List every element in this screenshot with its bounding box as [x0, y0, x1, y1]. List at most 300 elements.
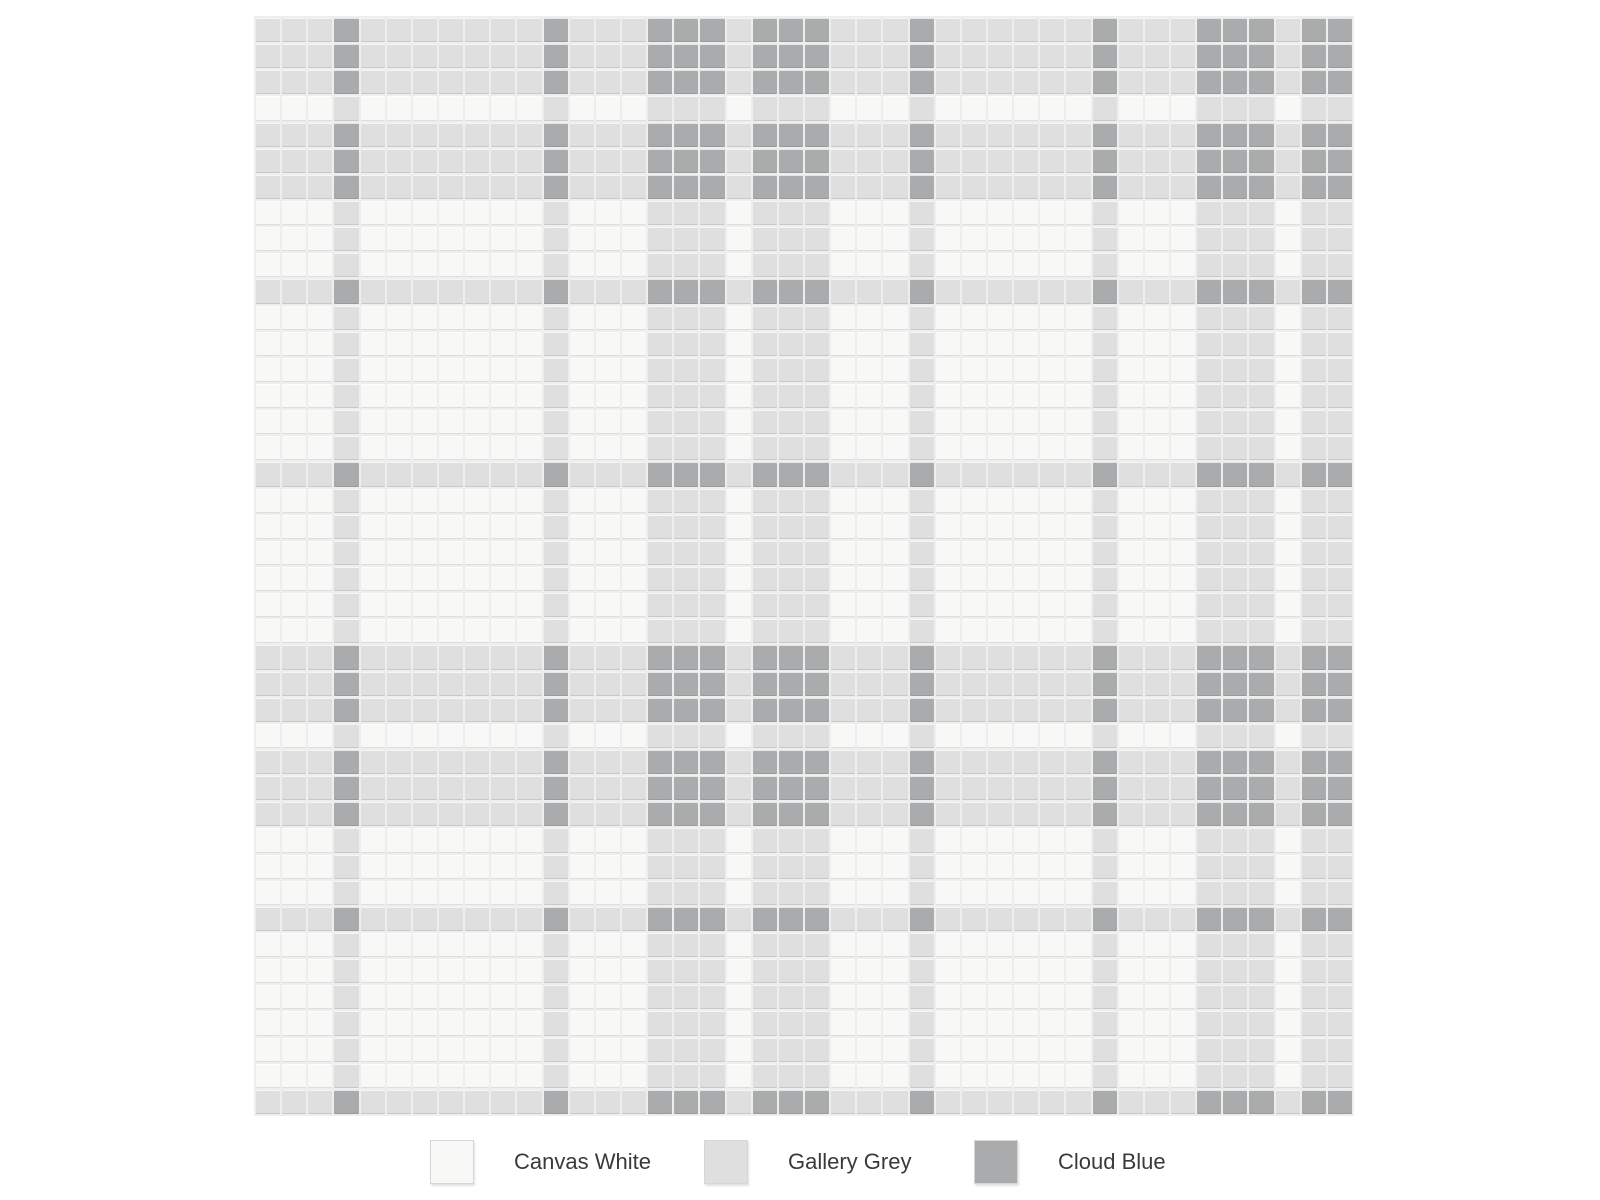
mosaic-tile: [962, 332, 986, 356]
mosaic-tile: [936, 462, 960, 486]
mosaic-tile: [439, 436, 463, 460]
mosaic-tile: [648, 1038, 672, 1062]
mosaic-tile: [570, 1011, 594, 1035]
mosaic-tile: [622, 227, 646, 251]
mosaic-tile: [256, 776, 280, 800]
mosaic-tile: [1119, 384, 1143, 408]
mosaic-tile: [1328, 358, 1352, 382]
mosaic-tile: [988, 698, 1012, 722]
mosaic-tile: [491, 1090, 515, 1114]
mosaic-tile: [910, 724, 934, 748]
mosaic-tile: [1093, 881, 1117, 905]
mosaic-tile: [491, 44, 515, 68]
mosaic-tile: [413, 462, 437, 486]
mosaic-tile: [1328, 227, 1352, 251]
mosaic-tile: [413, 44, 437, 68]
mosaic-tile: [465, 1064, 489, 1088]
mosaic-tile: [387, 306, 411, 330]
mosaic-tile: [753, 462, 777, 486]
mosaic-tile: [413, 619, 437, 643]
mosaic-tile: [1093, 44, 1117, 68]
mosaic-tile: [936, 855, 960, 879]
mosaic-tile: [988, 384, 1012, 408]
mosaic-tile: [1197, 70, 1221, 94]
mosaic-tile: [674, 750, 698, 774]
mosaic-tile: [334, 1011, 358, 1035]
mosaic-tile: [883, 515, 907, 539]
mosaic-tile: [439, 462, 463, 486]
mosaic-tile: [413, 881, 437, 905]
mosaic-tile: [700, 149, 724, 173]
mosaic-tile: [1223, 619, 1247, 643]
mosaic-tile: [753, 828, 777, 852]
mosaic-tile: [1119, 802, 1143, 826]
mosaic-tile: [1302, 855, 1326, 879]
mosaic-tile: [1249, 358, 1273, 382]
mosaic-tile: [1093, 1090, 1117, 1114]
mosaic-tile: [674, 149, 698, 173]
mosaic-tile: [439, 724, 463, 748]
mosaic-tile: [1040, 985, 1064, 1009]
mosaic-tile: [988, 44, 1012, 68]
mosaic-tile: [570, 489, 594, 513]
mosaic-tile: [910, 698, 934, 722]
mosaic-tile: [779, 802, 803, 826]
mosaic-tile: [779, 724, 803, 748]
mosaic-tile: [779, 776, 803, 800]
mosaic-tile: [517, 959, 541, 983]
mosaic-tile: [857, 306, 881, 330]
mosaic-tile: [648, 332, 672, 356]
mosaic-tile: [439, 776, 463, 800]
mosaic-tile: [910, 123, 934, 147]
mosaic-tile: [1066, 489, 1090, 513]
mosaic-tile: [544, 515, 568, 539]
mosaic-tile: [883, 959, 907, 983]
mosaic-tile: [753, 672, 777, 696]
mosaic-tile: [596, 44, 620, 68]
mosaic-tile: [1171, 593, 1195, 617]
mosaic-tile: [544, 149, 568, 173]
mosaic-tile: [1145, 933, 1169, 957]
mosaic-tile: [570, 462, 594, 486]
mosaic-tile: [1276, 541, 1300, 565]
mosaic-tile: [1197, 410, 1221, 434]
mosaic-tile: [465, 1011, 489, 1035]
mosaic-tile: [465, 44, 489, 68]
mosaic-tile: [622, 462, 646, 486]
mosaic-tile: [282, 985, 306, 1009]
mosaic-tile: [570, 358, 594, 382]
mosaic-tile: [334, 619, 358, 643]
mosaic-tile: [1302, 279, 1326, 303]
mosaic-tile: [753, 698, 777, 722]
mosaic-tile: [544, 645, 568, 669]
mosaic-tile: [936, 253, 960, 277]
mosaic-tile: [883, 619, 907, 643]
mosaic-tile: [779, 541, 803, 565]
mosaic-tile: [1119, 227, 1143, 251]
mosaic-tile: [622, 828, 646, 852]
mosaic-tile: [465, 1090, 489, 1114]
mosaic-tile: [361, 985, 385, 1009]
mosaic-tile: [1066, 332, 1090, 356]
mosaic-tile: [1249, 567, 1273, 591]
mosaic-tile: [439, 541, 463, 565]
mosaic-tile: [596, 149, 620, 173]
mosaic-tile: [256, 96, 280, 120]
mosaic-tile: [805, 541, 829, 565]
mosaic-tile: [465, 959, 489, 983]
mosaic-tile: [753, 645, 777, 669]
mosaic-tile: [413, 253, 437, 277]
mosaic-tile: [570, 855, 594, 879]
mosaic-tile: [1066, 175, 1090, 199]
mosaic-tile: [910, 567, 934, 591]
mosaic-tile: [936, 645, 960, 669]
mosaic-tile: [936, 828, 960, 852]
mosaic-tile: [883, 436, 907, 460]
mosaic-tile: [1040, 96, 1064, 120]
mosaic-tile: [1093, 123, 1117, 147]
mosaic-tile: [439, 70, 463, 94]
mosaic-tile: [1328, 802, 1352, 826]
mosaic-tile: [1328, 959, 1352, 983]
mosaic-tile: [857, 724, 881, 748]
mosaic-tile: [1119, 828, 1143, 852]
mosaic-tile: [361, 1090, 385, 1114]
mosaic-tile: [1040, 123, 1064, 147]
mosaic-tile: [308, 541, 332, 565]
mosaic-tile: [465, 489, 489, 513]
mosaic-tile: [544, 384, 568, 408]
mosaic-tile: [439, 44, 463, 68]
mosaic-tile: [570, 541, 594, 565]
mosaic-tile: [361, 541, 385, 565]
mosaic-tile: [753, 489, 777, 513]
mosaic-tile: [648, 802, 672, 826]
mosaic-tile: [988, 881, 1012, 905]
swatch-canvas-white: [430, 1140, 474, 1184]
mosaic-tile: [1249, 881, 1273, 905]
mosaic-tile: [1328, 619, 1352, 643]
mosaic-tile: [648, 227, 672, 251]
mosaic-tile: [544, 96, 568, 120]
mosaic-tile: [936, 619, 960, 643]
mosaic-tile: [988, 332, 1012, 356]
mosaic-tile: [334, 149, 358, 173]
mosaic-tile: [936, 985, 960, 1009]
mosaic-tile: [1302, 18, 1326, 42]
mosaic-tile: [779, 1090, 803, 1114]
mosaic-tile: [674, 462, 698, 486]
mosaic-tile: [779, 462, 803, 486]
mosaic-tile: [1276, 358, 1300, 382]
mosaic-tile: [1145, 541, 1169, 565]
mosaic-tile: [936, 567, 960, 591]
mosaic-tile: [1276, 489, 1300, 513]
mosaic-tile: [727, 672, 751, 696]
mosaic-tile: [1171, 410, 1195, 434]
mosaic-tile: [857, 907, 881, 931]
mosaic-tile: [1066, 1064, 1090, 1088]
mosaic-tile: [1197, 672, 1221, 696]
mosaic-tile: [465, 776, 489, 800]
mosaic-tile: [674, 227, 698, 251]
mosaic-tile: [988, 1038, 1012, 1062]
mosaic-tile: [1197, 724, 1221, 748]
mosaic-tile: [910, 462, 934, 486]
mosaic-tile: [700, 489, 724, 513]
mosaic-tile: [517, 828, 541, 852]
mosaic-tile: [674, 384, 698, 408]
mosaic-tile: [988, 358, 1012, 382]
mosaic-tile: [727, 201, 751, 225]
mosaic-tile: [1119, 96, 1143, 120]
mosaic-tile: [491, 462, 515, 486]
mosaic-tile: [1197, 855, 1221, 879]
mosaic-tile: [387, 70, 411, 94]
mosaic-tile: [308, 593, 332, 617]
mosaic-tile: [779, 959, 803, 983]
mosaic-tile: [674, 70, 698, 94]
mosaic-tile: [779, 1064, 803, 1088]
mosaic-tile: [1093, 776, 1117, 800]
mosaic-tile: [334, 462, 358, 486]
mosaic-tile: [857, 18, 881, 42]
mosaic-tile: [805, 489, 829, 513]
mosaic-tile: [413, 332, 437, 356]
mosaic-tile: [491, 828, 515, 852]
mosaic-tile: [1171, 515, 1195, 539]
mosaic-tile: [1145, 123, 1169, 147]
mosaic-tile: [805, 44, 829, 68]
mosaic-tile: [1040, 201, 1064, 225]
mosaic-tile: [622, 750, 646, 774]
mosaic-tile: [1014, 201, 1038, 225]
mosaic-tile: [1223, 96, 1247, 120]
mosaic-tile: [753, 1090, 777, 1114]
mosaic-tile: [753, 750, 777, 774]
mosaic-tile: [727, 541, 751, 565]
mosaic-tile: [1171, 96, 1195, 120]
mosaic-tile: [596, 175, 620, 199]
mosaic-tile: [779, 306, 803, 330]
mosaic-tile: [1014, 306, 1038, 330]
mosaic-tile: [936, 175, 960, 199]
mosaic-tile: [831, 201, 855, 225]
mosaic-tile: [1197, 1064, 1221, 1088]
mosaic-tile: [910, 985, 934, 1009]
mosaic-tile: [779, 70, 803, 94]
mosaic-tile: [831, 123, 855, 147]
mosaic-tile: [648, 489, 672, 513]
mosaic-tile: [1093, 567, 1117, 591]
mosaic-tile: [465, 619, 489, 643]
mosaic-tile: [334, 776, 358, 800]
mosaic-tile: [753, 619, 777, 643]
mosaic-tile: [308, 175, 332, 199]
mosaic-tile: [1302, 175, 1326, 199]
mosaic-tile: [1276, 1038, 1300, 1062]
mosaic-tile: [334, 698, 358, 722]
mosaic-tile: [1171, 253, 1195, 277]
mosaic-tile: [831, 384, 855, 408]
mosaic-tile: [517, 802, 541, 826]
mosaic-tile: [491, 1011, 515, 1035]
mosaic-tile: [1171, 358, 1195, 382]
mosaic-tile: [387, 593, 411, 617]
mosaic-tile: [465, 227, 489, 251]
mosaic-tile: [596, 253, 620, 277]
mosaic-tile: [1145, 1064, 1169, 1088]
mosaic-tile: [596, 123, 620, 147]
mosaic-tile: [596, 828, 620, 852]
mosaic-tile: [282, 907, 306, 931]
mosaic-tile: [753, 18, 777, 42]
mosaic-tile: [256, 332, 280, 356]
mosaic-tile: [439, 96, 463, 120]
mosaic-tile: [1276, 227, 1300, 251]
mosaic-tile: [387, 645, 411, 669]
swatch-gallery-grey: [704, 1140, 748, 1184]
mosaic-tile: [387, 985, 411, 1009]
mosaic-tile: [962, 227, 986, 251]
mosaic-tile: [779, 358, 803, 382]
mosaic-tile: [779, 672, 803, 696]
mosaic-tile: [831, 593, 855, 617]
mosaic-tile: [1171, 332, 1195, 356]
mosaic-tile: [517, 489, 541, 513]
mosaic-tile: [334, 96, 358, 120]
mosaic-tile: [910, 18, 934, 42]
mosaic-tile: [727, 855, 751, 879]
mosaic-tile: [831, 802, 855, 826]
mosaic-tile: [361, 776, 385, 800]
mosaic-tile: [413, 70, 437, 94]
mosaic-tile: [857, 96, 881, 120]
mosaic-tile: [1171, 567, 1195, 591]
mosaic-tile: [465, 881, 489, 905]
mosaic-tile: [570, 567, 594, 591]
mosaic-tile: [674, 201, 698, 225]
mosaic-tile: [544, 123, 568, 147]
mosaic-tile: [831, 18, 855, 42]
mosaic-tile: [962, 149, 986, 173]
mosaic-tile: [282, 933, 306, 957]
mosaic-tile: [1014, 619, 1038, 643]
mosaic-tile: [674, 724, 698, 748]
mosaic-tile: [387, 227, 411, 251]
mosaic-tile: [361, 672, 385, 696]
mosaic-tile: [1145, 332, 1169, 356]
mosaic-tile: [1328, 175, 1352, 199]
mosaic-tile: [1302, 253, 1326, 277]
mosaic-tile: [883, 855, 907, 879]
mosaic-tile: [256, 175, 280, 199]
mosaic-tile: [779, 149, 803, 173]
mosaic-tile: [570, 593, 594, 617]
mosaic-tile: [962, 515, 986, 539]
mosaic-tile: [648, 123, 672, 147]
mosaic-tile: [544, 410, 568, 434]
mosaic-tile: [674, 567, 698, 591]
mosaic-tile: [883, 1090, 907, 1114]
mosaic-tile: [936, 306, 960, 330]
mosaic-tile: [700, 802, 724, 826]
mosaic-tile: [1040, 1090, 1064, 1114]
mosaic-tile: [910, 96, 934, 120]
mosaic-tile: [517, 855, 541, 879]
mosaic-tile: [622, 279, 646, 303]
mosaic-tile: [910, 541, 934, 565]
mosaic-tile: [622, 358, 646, 382]
mosaic-tile: [805, 462, 829, 486]
mosaic-tile: [1119, 149, 1143, 173]
mosaic-tile: [465, 436, 489, 460]
mosaic-tile: [1328, 1090, 1352, 1114]
mosaic-tile: [674, 253, 698, 277]
mosaic-tile: [1145, 358, 1169, 382]
mosaic-tile: [282, 44, 306, 68]
mosaic-tile: [282, 96, 306, 120]
mosaic-tile: [1093, 436, 1117, 460]
mosaic-tile: [1145, 672, 1169, 696]
mosaic-tile: [334, 1090, 358, 1114]
mosaic-tile: [936, 541, 960, 565]
mosaic-tile: [753, 201, 777, 225]
mosaic-tile: [517, 776, 541, 800]
mosaic-tile: [622, 332, 646, 356]
mosaic-tile: [700, 18, 724, 42]
mosaic-tile: [387, 201, 411, 225]
mosaic-tile: [1119, 358, 1143, 382]
mosaic-tile: [779, 619, 803, 643]
mosaic-tile: [282, 149, 306, 173]
mosaic-tile: [988, 462, 1012, 486]
mosaic-tile: [727, 462, 751, 486]
mosaic-tile: [439, 279, 463, 303]
mosaic-tile: [988, 149, 1012, 173]
mosaic-tile: [387, 279, 411, 303]
mosaic-tile: [387, 828, 411, 852]
mosaic-tile: [413, 593, 437, 617]
mosaic-tile: [1145, 907, 1169, 931]
mosaic-tile: [622, 70, 646, 94]
mosaic-tile: [753, 933, 777, 957]
mosaic-tile: [779, 201, 803, 225]
mosaic-tile: [805, 515, 829, 539]
mosaic-tile: [361, 410, 385, 434]
mosaic-tile: [674, 933, 698, 957]
mosaic-tile: [596, 593, 620, 617]
mosaic-tile: [674, 698, 698, 722]
mosaic-tile: [1276, 436, 1300, 460]
mosaic-tile: [1249, 70, 1273, 94]
mosaic-tile: [517, 332, 541, 356]
mosaic-tile: [334, 123, 358, 147]
mosaic-tile: [1119, 279, 1143, 303]
mosaic-tile: [1197, 750, 1221, 774]
mosaic-tile: [517, 201, 541, 225]
mosaic-tile: [570, 306, 594, 330]
mosaic-tile: [465, 306, 489, 330]
mosaic-tile: [857, 619, 881, 643]
mosaic-tile: [308, 933, 332, 957]
mosaic-tile: [1302, 227, 1326, 251]
mosaic-tile: [962, 567, 986, 591]
mosaic-tile: [831, 1064, 855, 1088]
